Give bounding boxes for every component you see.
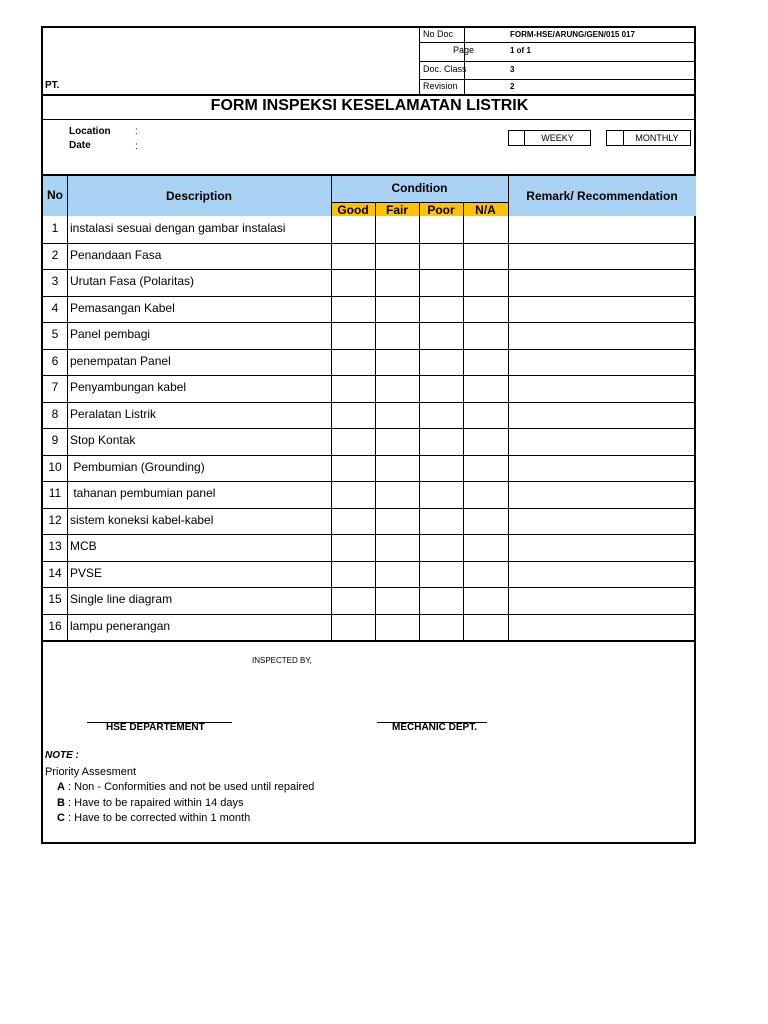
condition-fair-cell[interactable] (376, 270, 418, 295)
col-no-header: No (47, 188, 63, 202)
remark-cell[interactable] (509, 297, 695, 322)
condition-fair-cell[interactable] (376, 535, 418, 560)
condition-na-cell[interactable] (464, 482, 507, 507)
table-row (43, 375, 696, 402)
remark-cell[interactable] (509, 429, 695, 454)
priority-item-c (57, 812, 250, 824)
condition-fair-cell[interactable] (376, 482, 418, 507)
condition-poor-cell[interactable] (420, 217, 462, 242)
remark-cell[interactable] (509, 323, 695, 348)
row-number: 14 (48, 565, 62, 580)
condition-na-cell[interactable] (464, 456, 507, 481)
condition-na-header: N/A (475, 203, 496, 217)
table-row (43, 481, 696, 508)
table-row (43, 455, 696, 482)
col-description-header: Description (165, 189, 232, 203)
priority-item-b (57, 797, 244, 809)
condition-fair-cell[interactable] (376, 323, 418, 348)
condition-na-cell[interactable] (464, 509, 507, 534)
remark-cell[interactable] (509, 403, 695, 428)
condition-na-cell[interactable] (464, 217, 507, 242)
condition-poor-cell[interactable] (420, 456, 462, 481)
condition-na-cell[interactable] (464, 350, 507, 375)
page-label: Page (453, 45, 475, 55)
remark-cell[interactable] (509, 535, 695, 560)
row-description: Pemasangan Kabel (70, 300, 175, 315)
condition-poor-header: Poor (427, 203, 455, 217)
condition-good-cell[interactable] (332, 535, 374, 560)
row-description: lampu penerangan (70, 618, 171, 633)
condition-good-cell[interactable] (332, 217, 374, 242)
hse-department-label: HSE DEPARTEMENT (106, 722, 205, 733)
row-description: instalasi sesuai dengan gambar instalasi (70, 221, 286, 235)
header-row-line (419, 79, 696, 80)
no-doc-value: FORM-HSE/ARUNG/GEN/015 017 (510, 30, 635, 39)
condition-good-cell[interactable] (332, 456, 374, 481)
form-title: FORM INSPEKSI KESELAMATAN LISTRIK (210, 97, 529, 114)
condition-fair-cell[interactable] (376, 509, 418, 534)
condition-fair-cell[interactable] (376, 429, 418, 454)
table-row (43, 614, 696, 641)
row-number: 6 (51, 353, 59, 368)
row-description: penempatan Panel (70, 353, 171, 368)
remark-cell[interactable] (509, 350, 695, 375)
condition-fair-cell[interactable] (376, 588, 418, 613)
condition-fair-cell[interactable] (376, 376, 418, 401)
row-description: Penandaan Fasa (70, 247, 162, 262)
condition-poor-cell[interactable] (420, 403, 462, 428)
row-description: PVSE (70, 565, 103, 580)
table-bottom-line (43, 640, 696, 642)
condition-fair-cell[interactable] (376, 615, 418, 640)
note-label: NOTE : (45, 750, 79, 761)
condition-na-cell[interactable] (464, 562, 507, 587)
location-label: Location (69, 126, 111, 137)
row-number: 15 (48, 592, 62, 606)
priority-text: : Have to be corrected within 1 month (64, 812, 251, 824)
row-description: Peralatan Listrik (70, 406, 157, 421)
monthly-label: MONTHLY (635, 133, 679, 143)
table-row (43, 428, 696, 455)
row-number: 5 (51, 327, 59, 341)
row-number: 10 (48, 459, 62, 474)
condition-poor-cell[interactable] (420, 615, 462, 640)
row-number: 11 (48, 486, 62, 500)
row-description: MCB (70, 539, 97, 553)
condition-good-cell[interactable] (332, 270, 374, 295)
condition-fair-cell[interactable] (376, 244, 418, 269)
condition-poor-cell[interactable] (420, 244, 462, 269)
condition-fair-cell[interactable] (376, 217, 418, 242)
table-row (43, 322, 696, 349)
condition-na-cell[interactable] (464, 270, 507, 295)
row-description: Stop Kontak (70, 433, 136, 447)
table-row (43, 534, 696, 561)
table-top-line (43, 174, 696, 176)
condition-poor-cell[interactable] (420, 350, 462, 375)
condition-poor-cell[interactable] (420, 270, 462, 295)
doc-class-value: 3 (510, 65, 515, 74)
condition-good-header: Good (337, 203, 369, 217)
revision-value: 2 (510, 82, 515, 91)
revision-label: Revision (423, 81, 458, 91)
weekly-option[interactable] (524, 130, 591, 146)
header-row-line (419, 42, 696, 43)
priority-text: : Have to be rapaired within 14 days (64, 797, 244, 809)
row-description: Penyambungan kabel (70, 380, 187, 394)
remark-cell[interactable] (509, 509, 695, 534)
date-label: Date (69, 140, 91, 151)
header-bottom-line (43, 94, 696, 96)
row-description: Urutan Fasa (Polaritas) (70, 274, 195, 288)
condition-good-cell[interactable] (332, 482, 374, 507)
table-row (43, 216, 696, 243)
table-row (43, 561, 696, 588)
condition-poor-cell[interactable] (420, 482, 462, 507)
row-description: tahanan pembumian panel (70, 486, 216, 500)
condition-good-cell[interactable] (332, 509, 374, 534)
condition-na-cell[interactable] (464, 403, 507, 428)
remark-cell[interactable] (509, 562, 695, 587)
condition-fair-cell[interactable] (376, 456, 418, 481)
condition-good-cell[interactable] (332, 615, 374, 640)
condition-poor-cell[interactable] (420, 588, 462, 613)
table-row (43, 402, 696, 429)
remark-cell[interactable] (509, 244, 695, 269)
row-description: Single line diagram (70, 592, 173, 606)
table-row (43, 587, 696, 614)
condition-poor-cell[interactable] (420, 562, 462, 587)
condition-na-cell[interactable] (464, 615, 507, 640)
condition-na-cell[interactable] (464, 429, 507, 454)
remark-cell[interactable] (509, 376, 695, 401)
condition-fair-cell[interactable] (376, 350, 418, 375)
condition-poor-cell[interactable] (420, 429, 462, 454)
inspection-form (41, 26, 696, 844)
col-condition-header: Condition (391, 181, 448, 195)
table-row (43, 243, 696, 270)
row-description: Panel pembagi (70, 327, 151, 341)
inspected-by-label: INSPECTED BY, (252, 656, 312, 665)
condition-good-cell[interactable] (332, 323, 374, 348)
col-remark-header: Remark/ Recommendation (526, 189, 678, 203)
condition-poor-cell[interactable] (420, 297, 462, 322)
condition-poor-cell[interactable] (420, 535, 462, 560)
monthly-option[interactable] (623, 130, 691, 146)
no-doc-label: No Doc (423, 29, 454, 39)
condition-na-cell[interactable] (464, 535, 507, 560)
table-row (43, 508, 696, 535)
condition-good-cell[interactable] (332, 244, 374, 269)
weekly-checkbox[interactable] (508, 130, 525, 146)
remark-cell[interactable] (509, 588, 695, 613)
condition-good-cell[interactable] (332, 429, 374, 454)
row-number: 12 (48, 512, 62, 527)
row-number: 16 (48, 618, 62, 633)
priority-code: C (57, 812, 65, 824)
condition-good-cell[interactable] (332, 350, 374, 375)
condition-na-cell[interactable] (464, 588, 507, 613)
condition-poor-cell[interactable] (420, 323, 462, 348)
condition-good-cell[interactable] (332, 376, 374, 401)
condition-good-cell[interactable] (332, 297, 374, 322)
priority-code: B (57, 797, 65, 809)
row-number: 7 (51, 380, 59, 394)
mechanic-department-label: MECHANIC DEPT. (392, 722, 478, 733)
table-row (43, 296, 696, 323)
remark-cell[interactable] (509, 482, 695, 507)
condition-poor-cell[interactable] (420, 509, 462, 534)
condition-good-cell[interactable] (332, 403, 374, 428)
row-description: sistem koneksi kabel-kabel (70, 512, 214, 527)
priority-text: : Non - Conformities and not be used until repaired (64, 781, 315, 793)
condition-fair-cell[interactable] (376, 562, 418, 587)
condition-fair-header: Fair (385, 203, 408, 217)
remark-cell[interactable] (509, 217, 695, 242)
row-number: 9 (51, 433, 59, 447)
remark-cell[interactable] (509, 615, 695, 640)
condition-poor-cell[interactable] (420, 376, 462, 401)
row-number: 2 (51, 247, 59, 262)
priority-code: A (57, 781, 65, 793)
condition-na-cell[interactable] (464, 323, 507, 348)
row-description: Pembumian (Grounding) (70, 459, 205, 474)
date-colon: : (135, 141, 138, 152)
condition-na-cell[interactable] (464, 376, 507, 401)
table-row (43, 349, 696, 376)
page-value: 1 of 1 (510, 46, 531, 55)
company-label: PT. (45, 80, 60, 91)
monthly-checkbox[interactable] (606, 130, 624, 146)
remark-cell[interactable] (509, 270, 695, 295)
title-bottom-line (43, 119, 696, 120)
weekly-label: WEEKY (541, 133, 574, 143)
priority-label: Priority Assesment (45, 766, 137, 778)
condition-good-cell[interactable] (332, 562, 374, 587)
row-number: 13 (48, 539, 62, 553)
location-colon: : (135, 126, 138, 137)
priority-item-a (57, 781, 314, 793)
condition-fair-cell[interactable] (376, 297, 418, 322)
condition-good-cell[interactable] (332, 588, 374, 613)
row-number: 3 (51, 274, 59, 288)
row-number: 4 (51, 300, 59, 315)
condition-na-cell[interactable] (464, 244, 507, 269)
condition-na-cell[interactable] (464, 297, 507, 322)
remark-cell[interactable] (509, 456, 695, 481)
condition-fair-cell[interactable] (376, 403, 418, 428)
doc-class-label: Doc. Class (423, 64, 467, 74)
row-number: 1 (51, 221, 59, 235)
header-row-line (419, 61, 696, 62)
row-number: 8 (51, 406, 59, 421)
table-row (43, 269, 696, 296)
